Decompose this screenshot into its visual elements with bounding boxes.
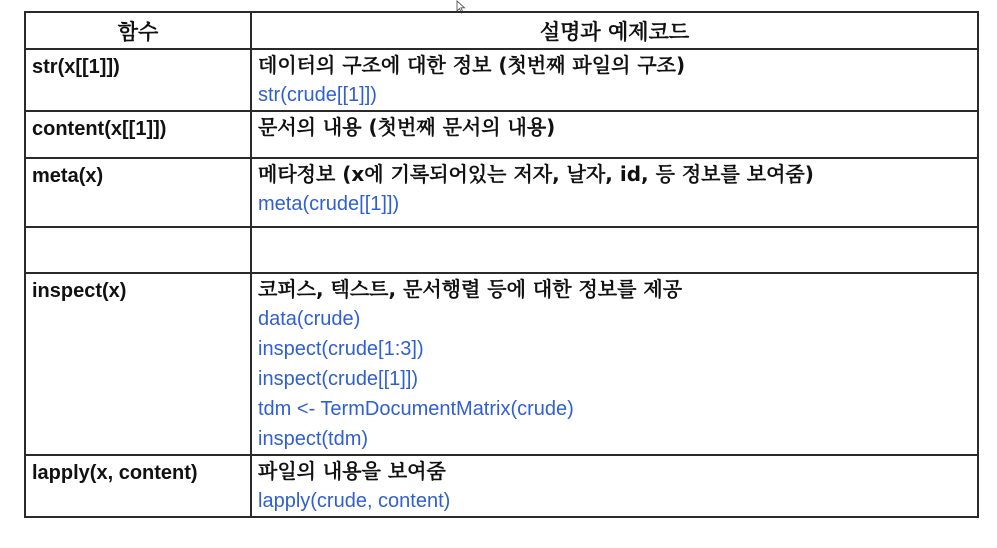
code-example: str(crude[[1]]) <box>258 84 377 106</box>
code-example: meta(crude[[1]]) <box>258 193 400 215</box>
table-row <box>25 158 978 227</box>
description-cell <box>251 455 978 517</box>
table-row <box>25 49 978 111</box>
table-row <box>25 273 978 455</box>
table-row <box>25 227 978 273</box>
header-description: 설명과 예제코드 <box>251 12 978 49</box>
function-cell <box>25 111 251 158</box>
table-row <box>25 111 978 158</box>
function-cell <box>25 227 251 273</box>
description-text: 코퍼스, 텍스트, 문서행렬 등에 대한 정보를 제공 <box>258 277 683 301</box>
table-row <box>25 455 978 517</box>
description-text: 파일의 내용을 보여줌 <box>258 459 446 483</box>
description-text: 데이터의 구조에 대한 정보 (첫번째 파일의 구조) <box>258 53 686 77</box>
code-example: inspect(crude[[1]]) <box>258 368 419 390</box>
function-cell <box>25 158 251 227</box>
code-example: data(crude) <box>258 308 361 330</box>
function-name: meta(x) <box>32 165 104 187</box>
description-cell <box>251 227 978 273</box>
function-name: content(x[[1]]) <box>32 118 167 140</box>
description-cell <box>251 158 978 227</box>
table-header-row <box>25 12 978 49</box>
code-example: tdm <- TermDocumentMatrix(crude) <box>258 398 574 420</box>
function-name: lapply(x, content) <box>32 462 198 484</box>
header-function: 함수 <box>25 12 251 49</box>
description-cell <box>251 273 978 455</box>
function-name: inspect(x) <box>32 280 127 302</box>
description-cell <box>251 111 978 158</box>
function-cell <box>25 455 251 517</box>
function-cell <box>25 49 251 111</box>
code-example: lapply(crude, content) <box>258 490 451 512</box>
description-cell <box>251 49 978 111</box>
code-example: inspect(tdm) <box>258 428 369 450</box>
function-cell <box>25 273 251 455</box>
code-example: inspect(crude[1:3]) <box>258 338 424 360</box>
function-reference-table <box>24 11 979 518</box>
description-text: 문서의 내용 (첫번째 문서의 내용) <box>258 115 556 139</box>
function-name: str(x[[1]]) <box>32 56 120 78</box>
description-text: 메타정보 (x에 기록되어있는 저자, 날자, id, 등 정보를 보여줌) <box>258 162 814 186</box>
